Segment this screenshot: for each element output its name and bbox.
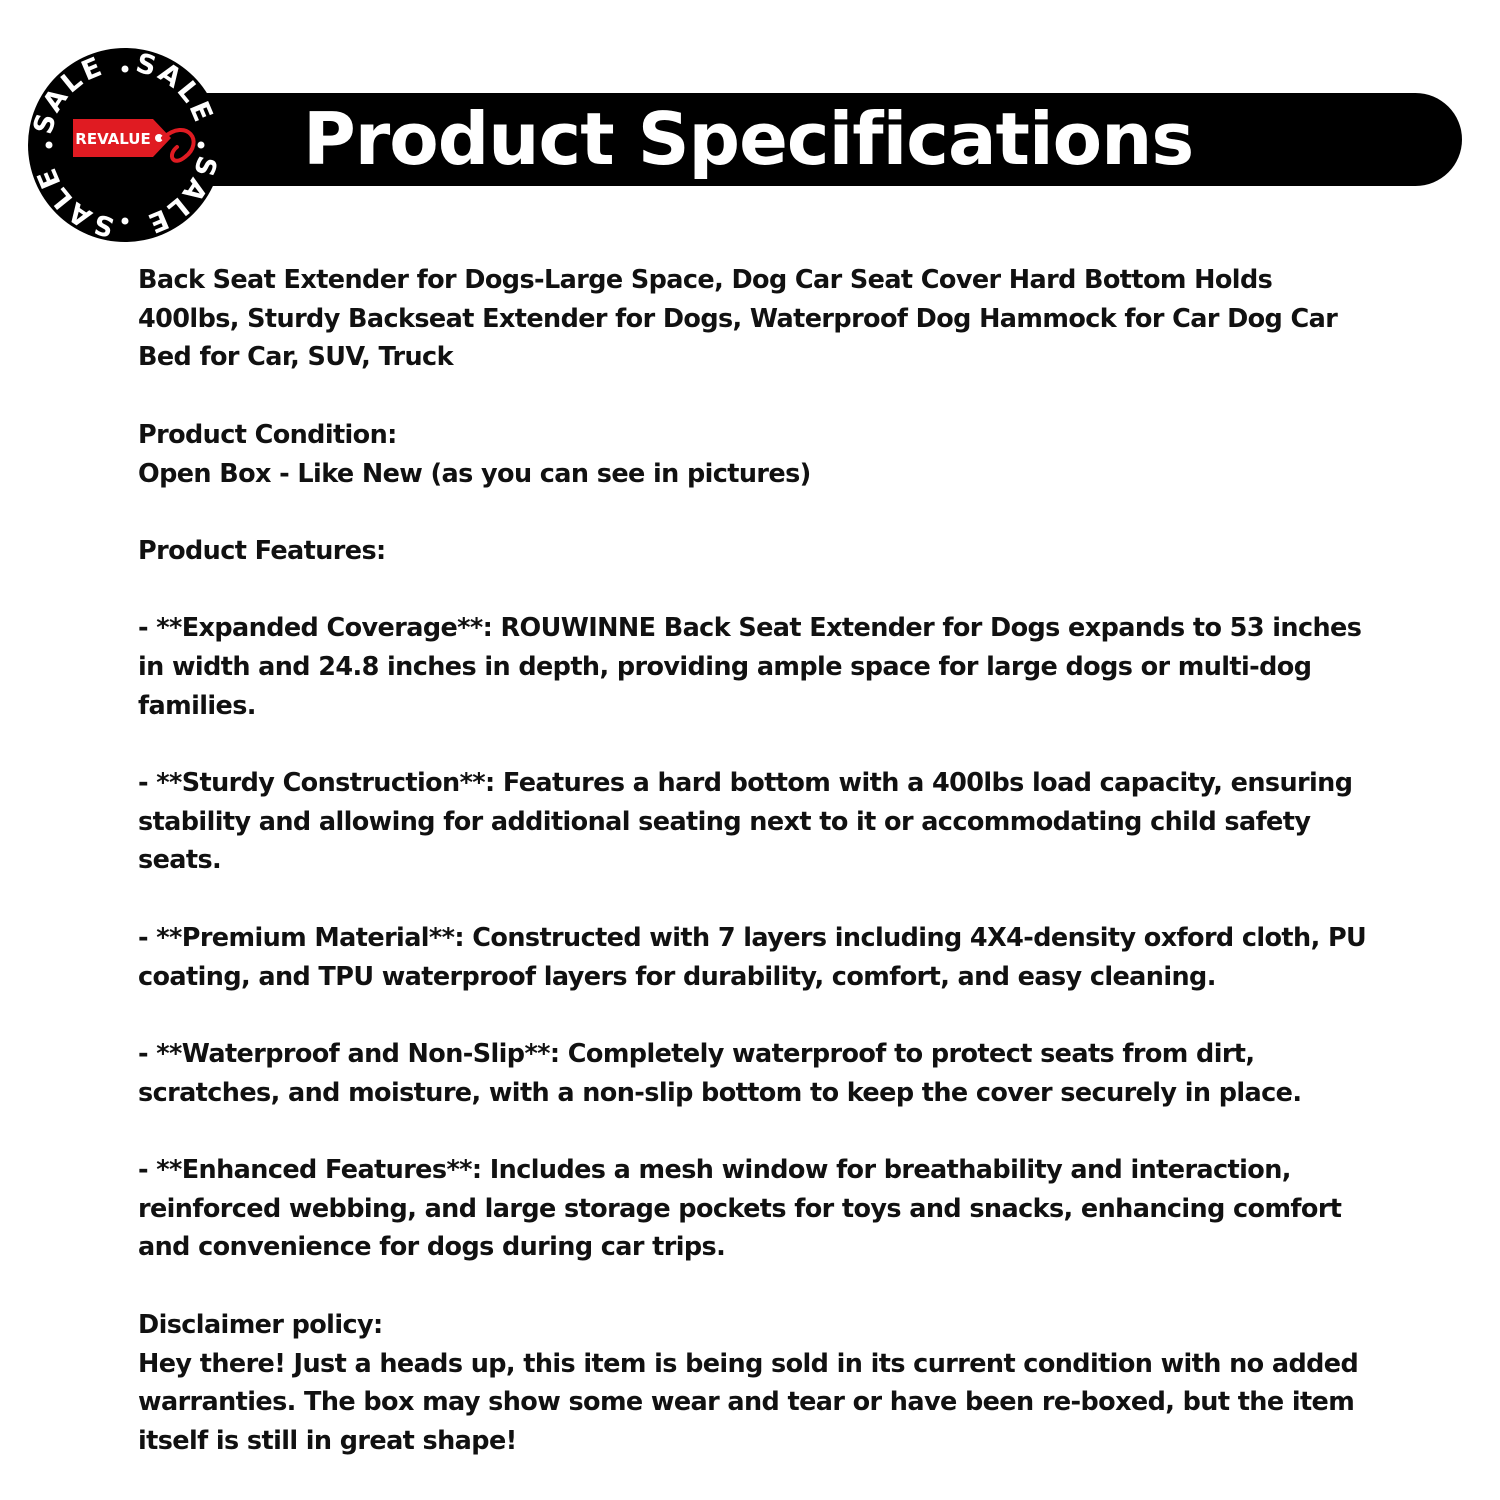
- feature-item: - **Premium Material**: Constructed with 7 layers including 4X4-density oxford cloth, PU coating, and TPU waterproof layers for durability, comfort, and easy cleaning.: [138, 922, 1367, 992]
- ring-dot: [122, 218, 129, 225]
- disclaimer-heading: Disclaimer policy:: [138, 1309, 383, 1340]
- condition-heading: Product Condition:: [138, 419, 397, 450]
- page-title: Product Specifications: [303, 97, 1194, 181]
- features-heading: Product Features:: [138, 535, 386, 566]
- ring-dot: [198, 142, 205, 149]
- tag-label: REVALUE: [75, 130, 151, 148]
- ring-text-2: SALE: [132, 47, 220, 129]
- ring-text-1: SALE: [27, 50, 109, 138]
- ring-dot: [122, 66, 129, 73]
- feature-item: - **Expanded Coverage**: ROUWINNE Back Seat Extender for Dogs expands to 53 inches in width and 24.8 inches in depth, providing ample space for large dogs or multi-dog families.: [138, 613, 1362, 721]
- feature-item: - **Waterproof and Non-Slip**: Completely waterproof to protect seats from dirt, scratches, and moisture, with a non-slip bottom to keep the cover securely in place.: [138, 1038, 1302, 1108]
- feature-item: - **Sturdy Construction**: Features a hard bottom with a 400lbs load capacity, ensuring stability and allowing for additional seating next to it or accommodating child safety seats.: [138, 768, 1353, 876]
- product-title: Back Seat Extender for Dogs-Large Space, Dog Car Seat Cover Hard Bottom Holds 400lbs, Sturdy Backseat Extender for Dogs, Waterproof Dog Hammock for Car Dog Car Bed for Car, SUV, Truck: [138, 265, 1338, 373]
- feature-item: - **Enhanced Features**: Includes a mesh window for breathability and interaction, reinforced webbing, and large storage pockets for toys and snacks, enhancing comfort and convenience for dogs during car trips.: [138, 1155, 1342, 1263]
- product-description: [138, 261, 1378, 1461]
- disclaimer-text: Hey there! Just a heads up, this item is being sold in its current condition with no added warranties. The box may show some wear and tear or have been re-boxed, but the item itself is still in great shape!: [138, 1348, 1359, 1456]
- sale-badge-logo: [27, 47, 223, 243]
- ring-text-4: SALE: [30, 161, 118, 243]
- ring-text-3: SALE: [141, 152, 223, 240]
- ring-dot: [46, 142, 53, 149]
- sale-badge-graphic: [27, 47, 223, 243]
- disclaimer-section: [138, 1306, 1378, 1461]
- condition-value: Open Box - Like New (as you can see in pictures): [138, 458, 811, 489]
- condition-section: [138, 416, 1378, 493]
